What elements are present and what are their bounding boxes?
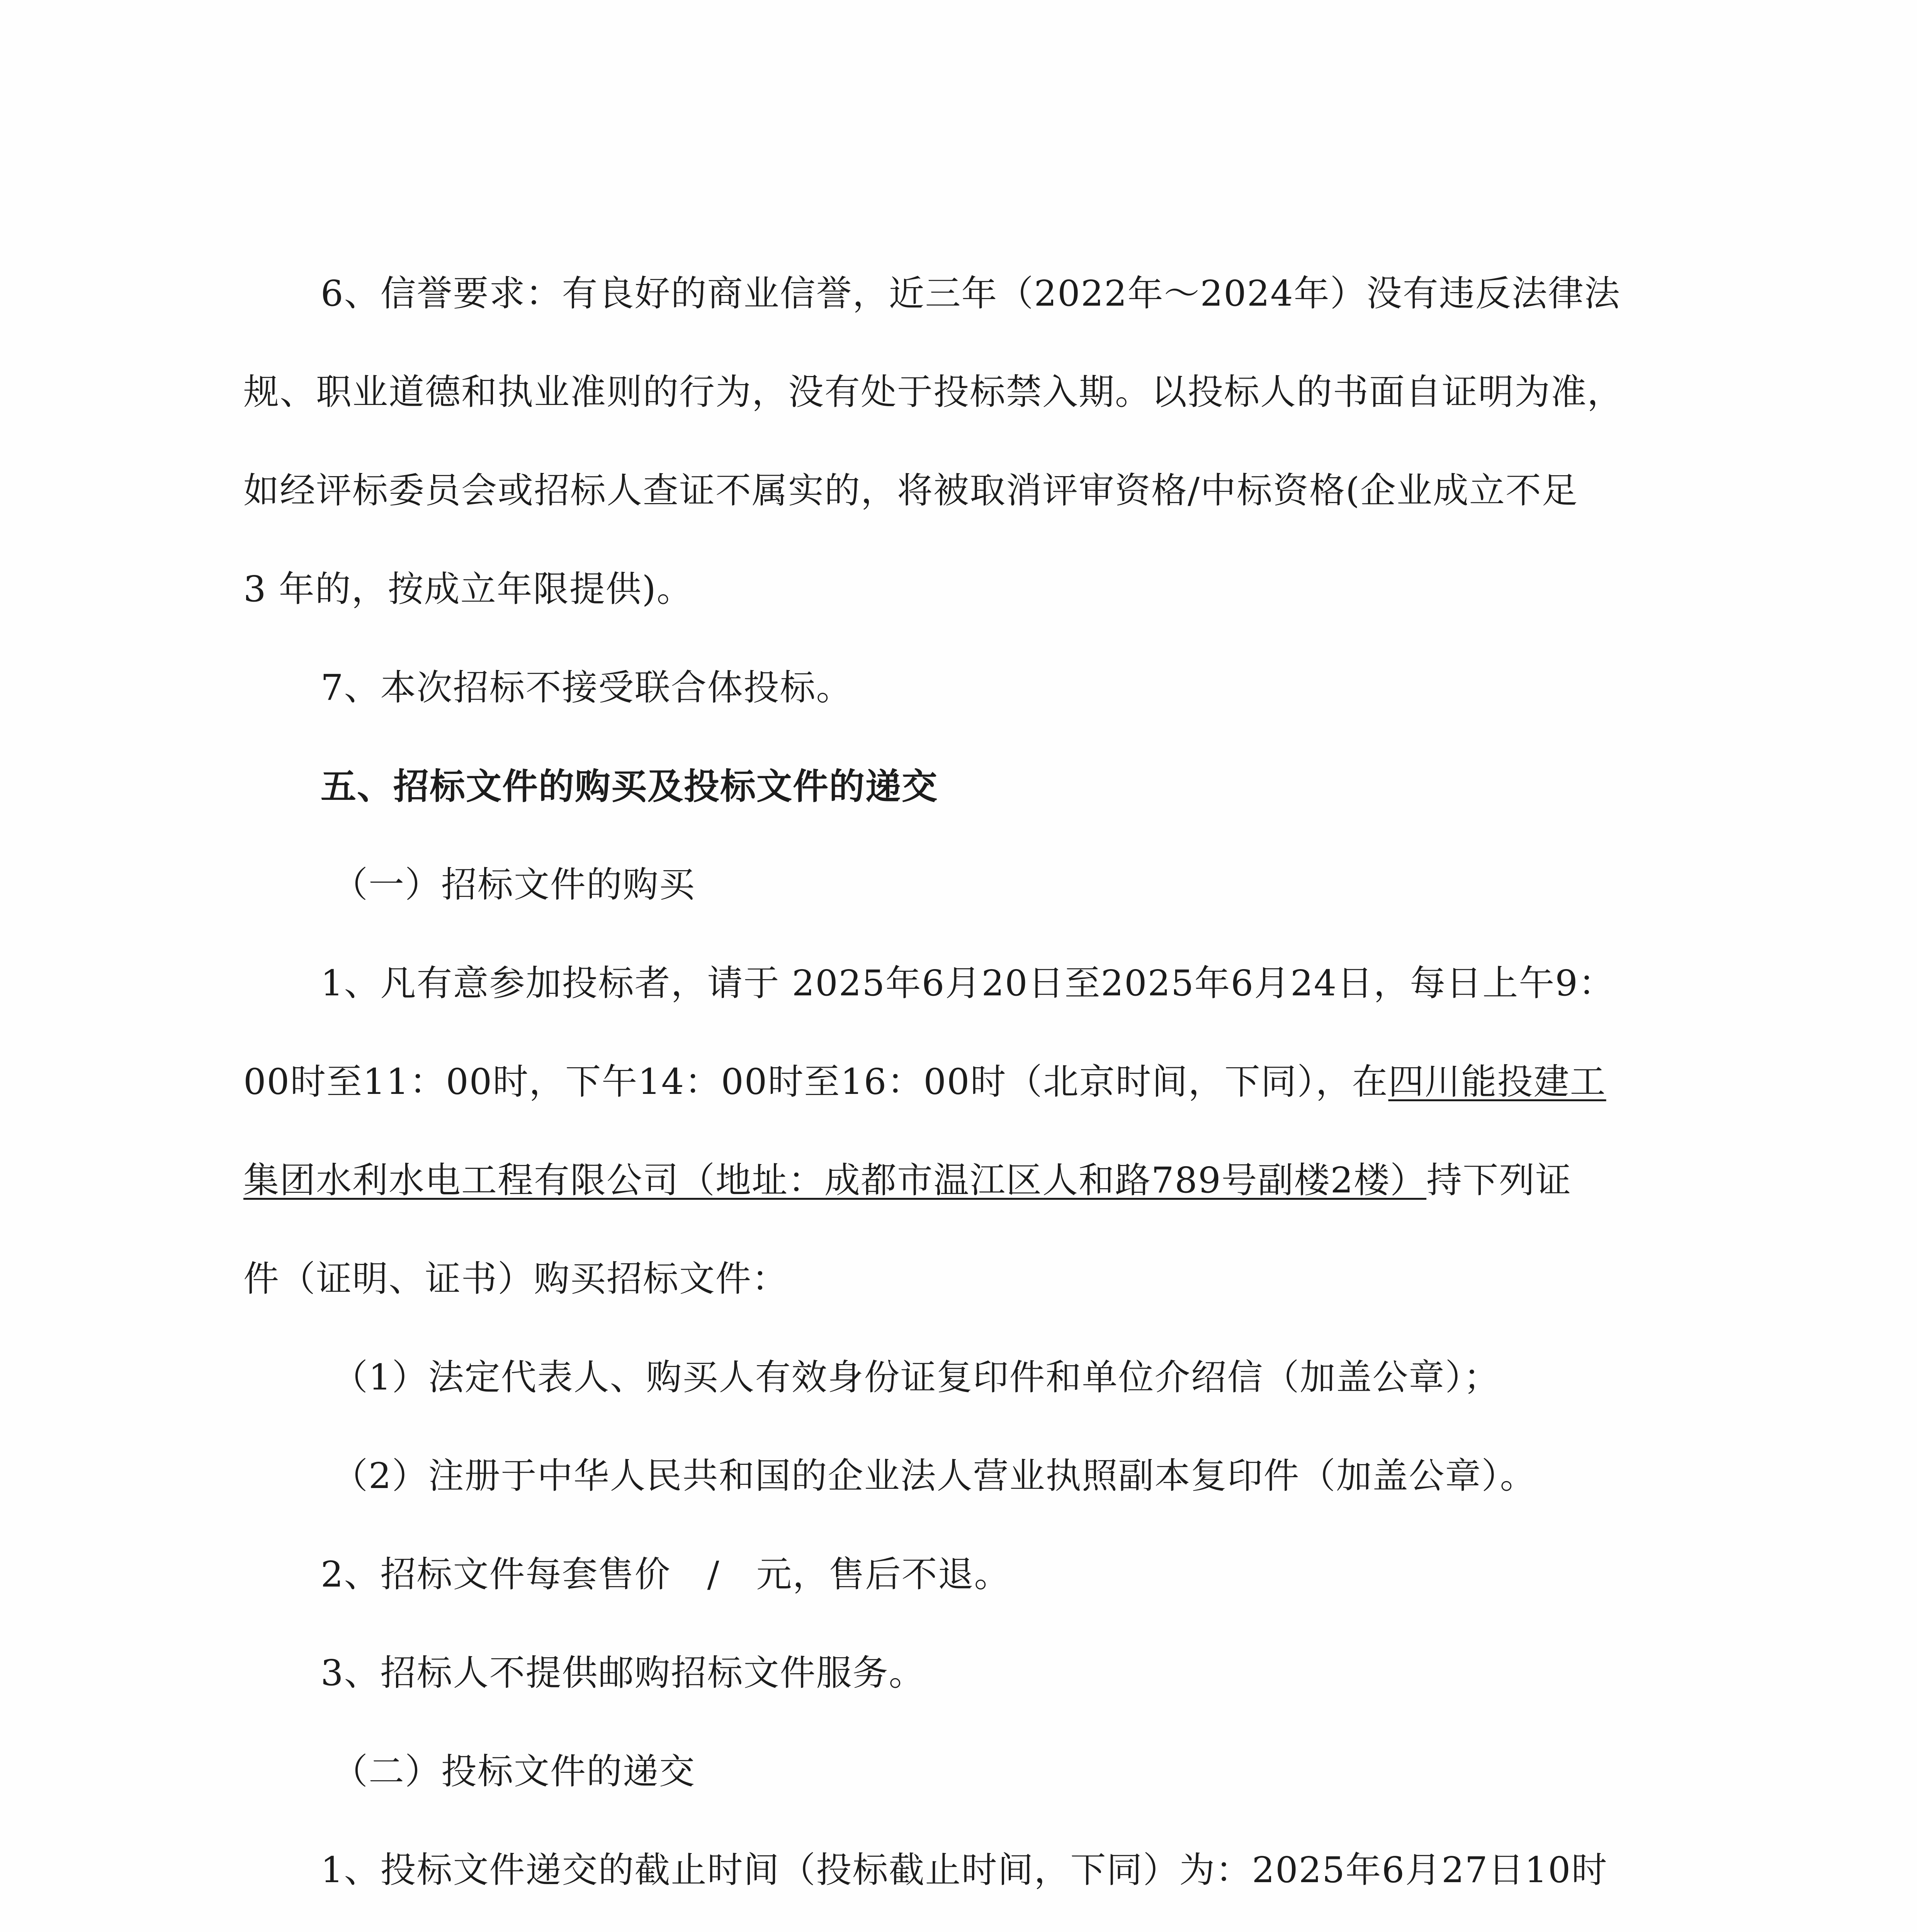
clause-6-line-1: 6、信誉要求：有良好的商业信誉，近三年（2022年～2024年）没有违反法律法 bbox=[321, 273, 1621, 314]
required-document-1: （1）法定代表人、购买人有效身份证复印件和单位介绍信（加盖公章）； bbox=[332, 1357, 1500, 1398]
clause-6-line-4: 3 年的，按成立年限提供)。 bbox=[243, 568, 693, 610]
purchase-location-part-2: 集团水利水电工程有限公司（地址：成都市温江区人和路789号副楼2楼） bbox=[243, 1160, 1427, 1201]
required-document-2: （2）注册于中华人民共和国的企业法人营业执照副本复印件（加盖公章）。 bbox=[332, 1455, 1536, 1497]
purchase-item-3: 3、招标人不提供邮购招标文件服务。 bbox=[321, 1652, 925, 1694]
purchase-requirement-text: 持下列证 bbox=[1426, 1160, 1572, 1201]
purchase-item-1-line-1: 1、凡有意参加投标者，请于 2025年6月20日至2025年6月24日，每日上午9： bbox=[321, 963, 1615, 1004]
clause-6-line-3: 如经评标委员会或招标人查证不属实的，将被取消评审资格/中标资格(企业成立不足 bbox=[243, 470, 1578, 511]
section-5-heading: 五、招标文件的购买及投标文件的递交 bbox=[321, 765, 938, 807]
subsection-2-heading: （二）投标文件的递交 bbox=[332, 1751, 696, 1792]
purchase-item-2: 2、招标文件每套售价 / 元，售后不退。 bbox=[321, 1554, 1011, 1595]
purchase-item-1-line-4: 件（证明、证书）购买招标文件： bbox=[243, 1258, 789, 1299]
clause-6-line-2: 规、职业道德和执业准则的行为，没有处于投标禁入期。以投标人的书面自证明为准， bbox=[243, 371, 1624, 413]
submission-item-1-line-1: 1、投标文件递交的截止时间（投标截止时间，下同）为：2025年6月27日10时 bbox=[321, 1849, 1608, 1891]
purchase-location-part-1: 四川能投建工 bbox=[1388, 1061, 1606, 1102]
subsection-1-heading: （一）招标文件的购买 bbox=[332, 864, 696, 905]
clause-7: 7、本次招标不接受联合体投标。 bbox=[321, 667, 853, 708]
purchase-item-1-line-2 bbox=[243, 1059, 1606, 1105]
purchase-item-1-line-3 bbox=[243, 1157, 1572, 1204]
purchase-time-text: 00时至11：00时，下午14：00时至16：00时（北京时间，下同），在 bbox=[243, 1061, 1388, 1102]
